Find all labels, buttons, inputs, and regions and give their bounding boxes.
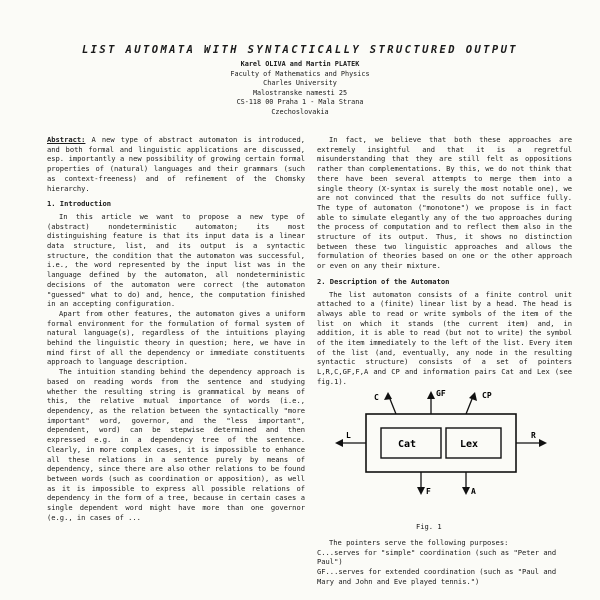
abstract-label: Abstract: (47, 135, 86, 144)
paper-title: LIST AUTOMATA WITH SYNTACTICALLY STRUCTURED OUTPUT (81, 44, 519, 56)
r-pointer-arrowhead (539, 439, 547, 447)
r-pointer-label: R (531, 431, 536, 440)
gf-pointer-label: GF (436, 389, 446, 398)
cp-pointer-label: CP (482, 391, 492, 400)
figure-list-item-diagram (326, 382, 566, 532)
l-pointer-label: L (346, 431, 351, 440)
figure-caption: Fig. 1 (416, 522, 442, 531)
abstract (47, 135, 305, 193)
paragraph: Apart from other features, the automaton gives a uniform formal environment for the formulation of formal system of natural language(s), regardless of the intuitions playing behind the linguistic theory in question; here, we have in mind first of all the dependency or immediate constituents approach to language description. (47, 308, 305, 367)
section-heading: 1. Introduction (47, 199, 112, 209)
cp-pointer-arrowhead (469, 392, 477, 401)
f-pointer-arrowhead (417, 487, 425, 495)
paragraph: In fact, we believe that both these approaches are extremely insightful and that it is a regretful misunderstanding that they are still felt as oppositions rather than complementations. By this, we do not think that there have been several attempts to merge them into a single theory (X-syntax is surely the most notable one), we are not convinced that the results do not suffice fully. The type of automaton ("monotone") we propose is in fact able to simulate elegantly any of the two approaches during the process of computation and to reflect them also in the structure of its output. Thus, it shows no distinction between these two linguistic approaches and allows the formulation of theories based on one or the other approach or even on any their mixture. (317, 135, 572, 271)
authors: Karel OLIVA and Martin PLATEK (240, 60, 360, 68)
affiliation-line: CS-118 00 Praha 1 - Mala Strana (236, 98, 364, 107)
paragraph: The list automaton consists of a finite control unit attached to a (finite) linear list by a head. The head is always able to read or write symbols of the item of the list on which it stands (the current item) and, in addition, it is able to read (but not to write) the symbol of the item immediately to the left of the list. Every item of the list (and, eventually, any node in the resulting syntactic structure) consists of a set of pointers L,R,C,GF,F,A and CP and information pairs Cat and Lex (see fig.1). (317, 289, 572, 386)
affiliation-line: Faculty of Mathematics and Physics (230, 69, 370, 78)
a-pointer-arrowhead (462, 487, 470, 495)
c-pointer-label: C (374, 393, 379, 402)
paragraph: The intuition standing behind the dependency approach is based on reading words from the sentence and studying whether the resulting string is grammatical by means of this, the relative mutual importance of words (i.e., dependency, as the relation between the syntactically "more important" word, governor, and the "less important", dependent, word) can be stepwise determined and then expressed e.g. in a dependency tree of the sentence. Clearly, in more complex cases, it is impossible to enhance all these relations in a sentence purely by means of dependency, since there are also other relations to be found between words (such as coordination or apposition), as well as it is impossible to express all possible relations of dependency in the form of a tree, because in certain cases a single dependent word might have more than one governor (e.g., in cases of ... (47, 367, 305, 522)
affiliation-line: Malostranske namesti 25 (252, 88, 348, 97)
pointers-intro: The pointers serve the following purposes: (329, 538, 509, 547)
gf-pointer-arrowhead (427, 391, 435, 399)
abstract-text: A new type of abstract automaton is introduced, and both formal and linguistic applications are discussed, esp. importantly a new possibility of growing certain formal properties of (natural) languages and their grammars (such as context-freeness) and of refinement of the Chomsky hierarchy. (47, 135, 305, 193)
pointer-item: GF...serves for extended coordination (such as "Paul and Mary and John and Eve played tennis.") (317, 567, 557, 586)
section-heading: 2. Description of the Automaton (317, 276, 450, 286)
pointer-item: C...serves for "simple" coordination (such as "Peter and Paul") (317, 547, 557, 567)
pointer-description (317, 538, 572, 587)
affiliation-line: Czechoslovakia (271, 107, 329, 116)
f-pointer-label: F (426, 487, 431, 496)
l-pointer-arrowhead (335, 439, 343, 447)
affiliation-block (150, 60, 450, 118)
affiliation-line: Charles University (263, 79, 337, 88)
cat-label: Cat (398, 439, 417, 450)
right-column (317, 135, 572, 387)
paragraph: In this article we want to propose a new type of (abstract) nondeterministic automaton; its most distinguishing feature is that its input data is a linear data structure, list, and its output is a syntactic structure, the condition that the automaton was successful, i.e., the word represented by the input list was in the language defined by the automaton, all nondeterministic decisions of the automaton were correct (the automaton "guessed" what to do) and, hence, the computation finished in an accepting configuration. (47, 211, 305, 309)
lex-label: Lex (460, 439, 479, 450)
a-pointer-label: A (471, 487, 476, 496)
left-column (47, 135, 305, 522)
c-pointer-arrowhead (384, 392, 392, 400)
